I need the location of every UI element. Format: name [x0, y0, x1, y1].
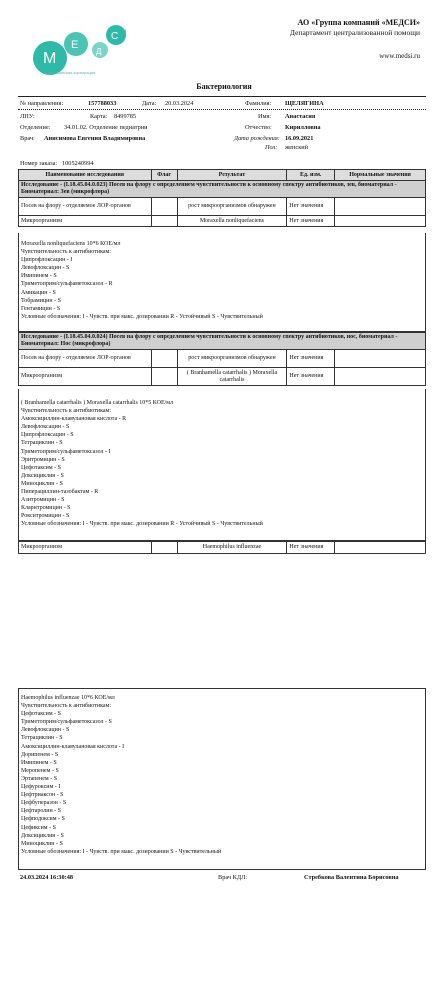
svg-text:И: И: [122, 30, 127, 36]
cell-flag: [151, 216, 177, 227]
svg-text:Е: Е: [71, 39, 79, 51]
detail-line: Цефуроксим - I: [21, 784, 61, 791]
study1-details: [18, 233, 426, 332]
lpu-label: ЛПУ:: [20, 113, 35, 120]
cell-unit: Нет значения: [287, 198, 335, 216]
cell-unit: Нет значения: [287, 542, 335, 554]
divider: [18, 96, 426, 97]
cell-norm: [335, 216, 426, 227]
cell-norm: [335, 350, 426, 368]
direction-label: № направления:: [20, 100, 64, 107]
detail-line: Чувствительность к антибиотикам:: [21, 703, 112, 710]
card-value: 8499785: [114, 113, 137, 120]
company-name: АО «Группа компаний «МЕДСИ»: [297, 18, 420, 27]
detail-line: Амикацин - S: [21, 289, 56, 296]
cell-result: ( Branhamella catarrhalis ) Moraxella catarrhalis: [177, 368, 287, 386]
detail-line: Тобрамицин - S: [21, 297, 61, 304]
cell-norm: [335, 368, 426, 386]
detail-line: Пиперациллин-тазобактам - R: [21, 489, 99, 496]
detail-line: Гентамицин - S: [21, 305, 61, 312]
dept-label: Отделение:: [20, 124, 51, 131]
direction-value: 157788033: [88, 100, 117, 107]
detail-line: Имипинем - S: [21, 273, 57, 280]
col-header: Наименование исследования: [19, 170, 152, 181]
cell-flag: [151, 368, 177, 386]
detail-line: Эритромицин - S: [21, 456, 65, 463]
detail-line: Левофлоксацин - S: [21, 265, 70, 272]
sex-value: женский: [285, 144, 309, 151]
sex-label: Пол:: [265, 144, 278, 151]
order-label: Номер заказа:: [20, 160, 58, 167]
detail-line: Рокситромицин - S: [21, 513, 70, 520]
website-link[interactable]: www.medsi.ru: [379, 52, 420, 60]
detail-line: Эртапенем - S: [21, 775, 58, 782]
cell-unit: Нет значения: [287, 216, 335, 227]
svg-text:С: С: [111, 31, 119, 42]
cell-name: Микроорганизм: [19, 216, 152, 227]
surname-value: ЩЕЛЯГИНА: [285, 100, 324, 107]
footer-cdl-doctor: Стребкова Валентина Борисовна: [304, 874, 399, 881]
detail-line: Цефиксим - S: [21, 824, 56, 831]
detail-line: Триметоприм/сульфаметоксазол - R: [21, 281, 113, 288]
detail-line: Меропенем - S: [21, 767, 59, 774]
date-label: Дата:: [142, 100, 157, 107]
results-table-2: [18, 332, 426, 386]
results-table-3: [18, 541, 426, 554]
card-label: Карта:: [90, 113, 108, 120]
doctor-value: Анисимова Евгения Владимировна: [44, 135, 146, 142]
birth-value: 16.09.2021: [285, 135, 314, 142]
patronymic-value: Кирилловна: [285, 124, 321, 131]
detail-line: Миноциклин - S: [21, 840, 63, 847]
detail-line: Дорипенем - S: [21, 751, 59, 758]
detail-line: Доксициклин - S: [21, 472, 64, 479]
detail-line: Триметоприм/сульфаметоксазол - S: [21, 719, 112, 726]
document-title: Бактериология: [196, 82, 252, 91]
surname-label: Фамилия:: [245, 100, 272, 107]
date-value: 20.03.2024: [165, 100, 194, 107]
detail-line: Кларитромицин - S: [21, 505, 71, 512]
study-title: Исследование - (I.18.45.04.0.023) Посев на флору с определением чувствительности к основному спектру антибиотиков, зев, биоматериал - Биоматериал: Зев (микрофлора): [19, 181, 426, 198]
detail-line: Доксициклин - S: [21, 832, 64, 839]
detail-line: Цефтаролин - S: [21, 808, 61, 815]
detail-line: Левофлоксацин - S: [21, 424, 70, 431]
cell-result: рост микроорганизмов обнаружен: [177, 350, 287, 368]
table-row: [19, 350, 426, 368]
doctor-label: Врач:: [20, 135, 35, 142]
detail-line: Чувствительность к антибиотикам:: [21, 408, 112, 415]
birth-label: Дата рождения:: [234, 135, 280, 142]
footer-cdl-label: Врач КДЛ:: [218, 874, 248, 881]
detail-line: Условные обозначения: I - Чувств. при макс. дозировании S - Чувствительный: [21, 848, 222, 855]
detail-line: Цефтриаксон - S: [21, 792, 64, 799]
cell-unit: Нет значения: [287, 368, 335, 386]
detail-line: Амоксициллин-клавулановая кислота - R: [21, 416, 127, 423]
detail-line: Цефбуперазон - S: [21, 800, 67, 807]
detail-line: Амоксициллин-клавулановая кислота - I: [21, 743, 125, 750]
detail-line: Цефотаксим - S: [21, 711, 62, 718]
cell-unit: Нет значения: [287, 350, 335, 368]
detail-line: Moraxella nonliquefaciens 10*6 КОЕ/мл: [21, 241, 121, 247]
cell-name: Посев на флору - отделяемое ЛОР-органов: [19, 198, 152, 216]
cell-flag: [151, 350, 177, 368]
detail-line: Чувствительность к антибиотикам:: [21, 249, 112, 256]
detail-line: Цефотаксим - S: [21, 464, 62, 471]
table-row: [19, 542, 426, 554]
table-header-row: [19, 170, 426, 181]
footer-datetime: 24.03.2024 16:30:48: [20, 874, 73, 881]
name-label: Имя:: [258, 113, 272, 120]
detail-line: Тетрациклин - S: [21, 735, 63, 742]
svg-text:М: М: [43, 50, 57, 67]
page2-details: [18, 688, 426, 870]
cell-result: рост микроорганизмов обнаружен: [177, 198, 287, 216]
col-header: Результат: [177, 170, 287, 181]
patronymic-label: Отчество:: [245, 124, 272, 131]
results-table-1: [18, 169, 426, 227]
cell-flag: [151, 198, 177, 216]
cell-name: Посев на флору - отделяемое ЛОР-органов: [19, 350, 152, 368]
col-header: Флаг: [151, 170, 177, 181]
detail-line: Цефподоксим - S: [21, 816, 65, 823]
table-row: [19, 368, 426, 386]
cell-norm: [335, 542, 426, 554]
study2-details: [18, 389, 426, 541]
detail-line: ( Branhamella catarrhalis ) Moraxella catarrhalis 10*5 КОЕ/мл: [21, 400, 174, 406]
detail-line: Ципрофлоксацин - S: [21, 432, 74, 439]
cell-flag: [151, 542, 177, 554]
cell-result: Haemophilus influenzae: [177, 542, 287, 554]
name-value: Анастасия: [285, 113, 316, 120]
col-header: Нормальные значения: [335, 170, 426, 181]
cell-name: Микроорганизм: [19, 368, 152, 386]
svg-text:Д: Д: [96, 47, 102, 56]
table-row: [19, 216, 426, 227]
detail-line: Haemophilus influenzae 10*6 КОЕ/мл: [21, 695, 115, 701]
detail-line: Условные обозначения: I - Чувств. при макс. дозировании R - Устойчивый S - Чувствительный: [21, 313, 263, 320]
study-title: Исследование - (I.18.45.04.0.024) Посев на флору с определением чувствительности к основному спектру антибиотиков, нос, биоматериал - Биоматериал: Нос (микрофлора): [19, 333, 426, 350]
cell-result: Moraxella nonliquefaciens: [177, 216, 287, 227]
cell-norm: [335, 198, 426, 216]
detail-line: Ципрофлоксацин - I: [21, 257, 73, 264]
logo-subtitle: медицинская корпорация: [48, 70, 96, 75]
table-row: [19, 198, 426, 216]
dept-value: 34.01.02. Отделение педиатрии: [64, 124, 148, 131]
detail-line: Условные обозначения: I - Чувств. при макс. дозировании R - Устойчивый S - Чувствительный: [21, 521, 263, 528]
detail-line: Миноциклин - S: [21, 480, 63, 487]
detail-line: Левофлоксацин - S: [21, 727, 70, 734]
detail-line: Азитромицин - S: [21, 497, 65, 504]
order-value: 1005240994: [62, 160, 94, 167]
col-header: Ед. изм.: [287, 170, 335, 181]
detail-line: Триметоприм/сульфаметоксазол - I: [21, 448, 111, 455]
org-block: [290, 18, 420, 38]
divider: [18, 109, 426, 110]
department-name: Департамент централизованной помощи: [289, 28, 420, 37]
detail-line: Тетрациклин - S: [21, 440, 63, 447]
detail-line: Имипинем - S: [21, 759, 57, 766]
cell-name: Микроорганизм: [19, 542, 152, 554]
